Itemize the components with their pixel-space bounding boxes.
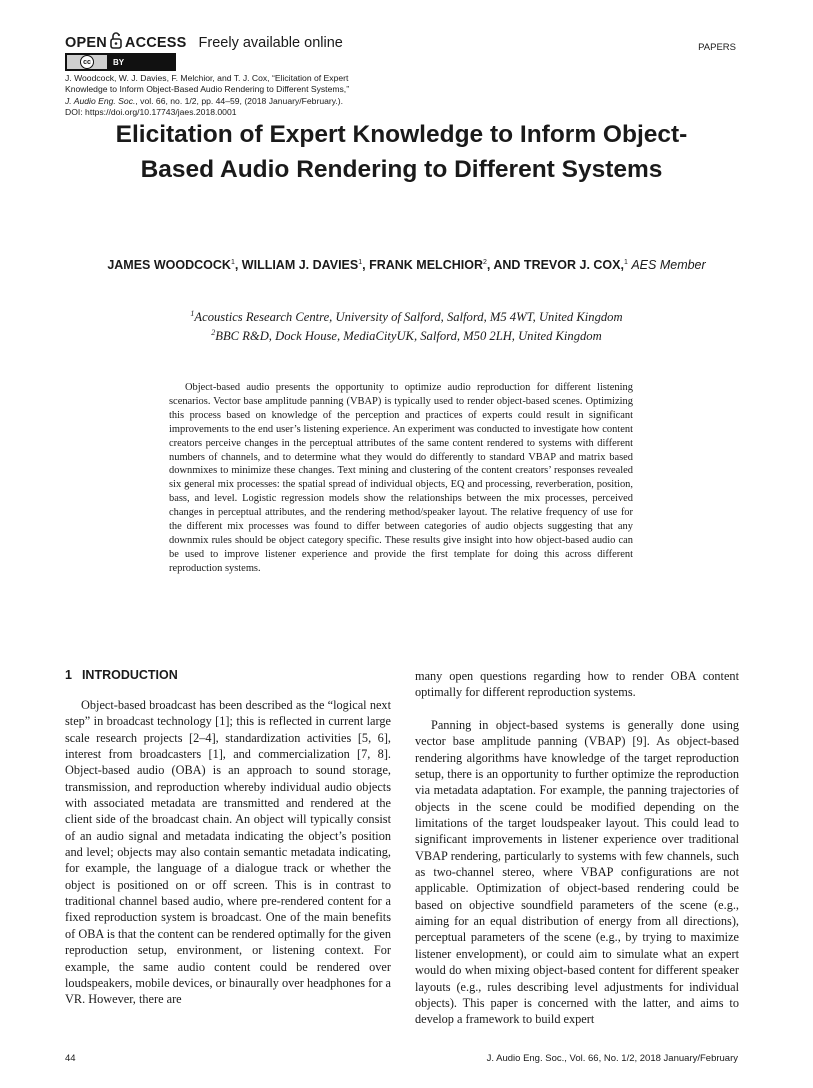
author-list: JAMES WOODCOCK$^1$, WILLIAM J. DAVIES$^1$, FRANK MELCHIOR$^2$, AND TREVOR J. COX,$^1$ AES Member xyxy=(107,258,706,272)
author-name: FRANK MELCHIOR xyxy=(369,258,483,272)
section-tag: PAPERS xyxy=(698,42,736,53)
author-affiliation-mark: 1 xyxy=(623,258,628,266)
citation-line-1: J. Woodcock, W. J. Davies, F. Melchior, and T. J. Cox, “Elicitation of Expert xyxy=(65,73,349,83)
body-paragraph-left: Object-based broadcast has been described as the “logical next step” in broadcast technology [1]; this is reflected in current large scale research projects [2–4], standardization activities [5, 6], interest from broadcasters [1], and commercialization [7, 8]. Object-based audio (OBA) is an approach to sound storage, transmission, and reproduction whereby individual audio objects with associated metadata are transmitted and rendered at the client side of the broadcast chain. An object will typically consist of an audio signal and metadata indicating the object’s position and level; objects may also contain semantic metadata indicating, for example, the language of a dialogue track or whether the object is positioned on or off screen. This is in contrast to traditional channel based audio, where pre-rendered content for a fixed reproduction system is broadcast. One of the main benefits of OBA is that the content can be rendered optimally for the given reproduction setup, environment, or listening context. For example, the same audio content could be rendered over loudspeakers, mobile devices, or binaurally over headphones for a VR. However, there are xyxy=(65,698,391,1007)
citation-line-2: Knowledge to Inform Object-Based Audio Rendering to Different Systems,” xyxy=(65,84,350,95)
cc-by-label: BY xyxy=(113,57,125,67)
author-name: WILLIAM J. DAVIES xyxy=(241,258,359,272)
page-number: 44 xyxy=(65,1053,76,1064)
section-heading xyxy=(65,668,178,682)
affiliation-2 xyxy=(0,325,813,344)
open-label: OPEN xyxy=(65,34,107,51)
open-lock-icon xyxy=(110,31,122,54)
access-label: ACCESS xyxy=(124,34,187,51)
citation-block xyxy=(65,73,405,107)
open-access-logo xyxy=(65,31,343,54)
body-paragraph-right: Panning in object-based systems is generally done using vector base amplitude panning (VBAP) [9]. As object-based rendering algorithms have knowledge of the target reproduction setup, there is an opportunity to further optimize the reproduction via metadata adaptation. For example, the panning trajectories of objects in the scene could be modified depending on the limitations of the target loudspeaker layout. This could lead to significant improvements in listener experience over traditional VBAP rendering, particularly to systems with few channels, such as two-channel stereo, where VBAP configurations are not applicable. Optimization of object-based rendering could be based on objective soundfield parameters of the scene (e.g., aiming for an equal distribution of energy from all directions), perceptual parameters of the scene (e.g., by trying to maximize listener envelopment), or could aim to simulate what an expert would do when mixing object-based content for different speaker layouts (e.g., rules describing level adjustments for individual objects). This paper is concerned with the latter, and aims to develop a framework to build expert xyxy=(415,718,739,1027)
section-title: INTRODUCTION xyxy=(81,668,178,682)
author-name: JAMES WOODCOCK xyxy=(107,258,231,272)
cc-by-license-badge[interactable] xyxy=(65,53,176,71)
section-number: 1 xyxy=(65,668,72,682)
journal-footer: J. Audio Eng. Soc., Vol. 66, No. 1/2, 2018 January/February xyxy=(486,1053,738,1064)
affiliation-text: Acoustics Research Centre, University of Salford, Salford, M5 4WT, United Kingdom xyxy=(194,310,623,325)
author-affiliation-mark: 1 xyxy=(230,258,235,266)
affiliation-mark: 2 xyxy=(211,328,216,338)
freely-available-label: Freely available online xyxy=(198,34,343,51)
abstract: Object-based audio presents the opportunity to optimize audio reproduction for different listening scenarios. Vector base amplitude panning (VBAP) is typically used to render object-based scenes. Optimizing this process based on knowledge of the perception and practices of experts could result in significant improvements to the end user’s listening experience. An experiment was conducted to investigate how content creators perceive changes in the perceptual attributes of the same content rendered to systems with different numbers of channels, and to determine what they would do differently to standard VBAP and matrix based downmixes to minimize these changes. Text mining and clustering of the content creators’ responses revealed six general mix processes: the spatial spread of individual objects, EQ and processing, reverberation, position, bass, and level. Logistic regression models show the relationships between the mix processes, perceived changes in perceptual attributes, and the rendering method/speaker layout. The relative frequency of use for the different mix processes was found to differ between categories of audio objects suggesting that any downmix rules should be object category specific. These results give insight into how object-based audio can be used to improve listener experience and provide the first template for doing this across different reproduction systems. xyxy=(169,382,633,574)
paper-title: Elicitation of Expert Knowledge to Inform Object-Based Audio Rendering to Different Systems xyxy=(115,121,688,183)
creative-commons-icon: cc xyxy=(80,55,94,69)
author-affiliation-mark: 1 xyxy=(358,258,363,266)
affiliations xyxy=(0,306,813,344)
doi-link[interactable]: DOI: https://doi.org/10.17743/jaes.2018.0001 xyxy=(65,107,237,117)
citation-journal: J. Audio Eng. Soc. xyxy=(65,95,136,106)
citation-details: , vol. 66, no. 1/2, pp. 44–59, (2018 January/February.). xyxy=(135,95,344,106)
affiliation-mark: 1 xyxy=(190,309,195,318)
citation-line-3 xyxy=(65,96,405,107)
body-paragraph-continuation: many open questions regarding how to render OBA content optimally for different reproduction systems. xyxy=(415,669,739,700)
aes-member-label: AES Member xyxy=(631,258,706,272)
author-affiliation-mark: 2 xyxy=(482,258,487,266)
author-name: AND TREVOR J. COX, xyxy=(493,258,624,272)
affiliation-1 xyxy=(0,306,813,325)
affiliation-text: BBC R&D, Dock House, MediaCityUK, Salford, M50 2LH, United Kingdom xyxy=(215,329,602,344)
